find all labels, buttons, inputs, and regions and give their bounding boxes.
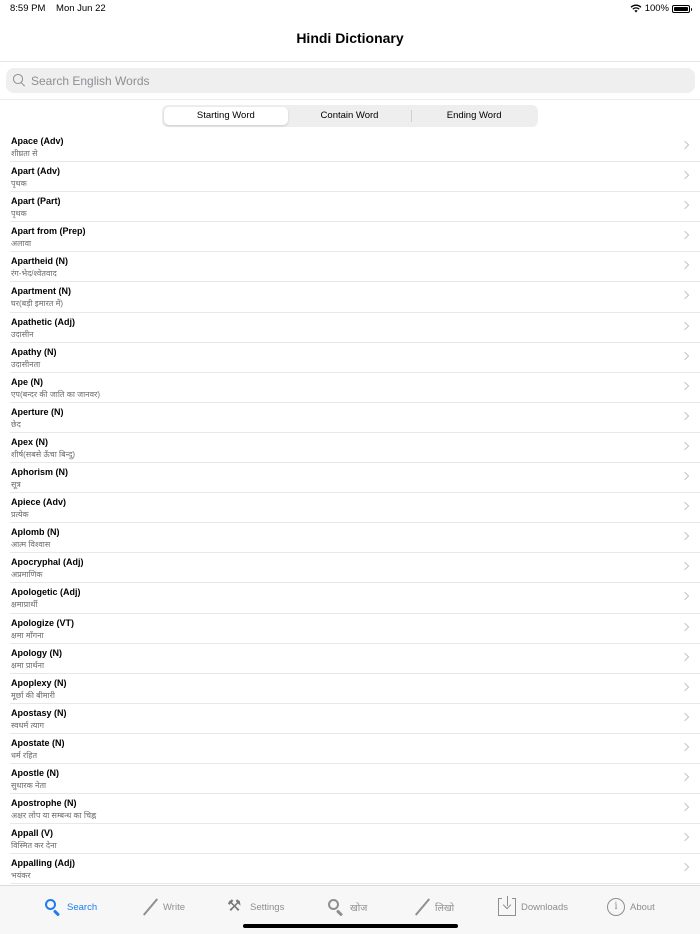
list-item[interactable] [10,373,700,403]
tab-downloads[interactable] [498,898,568,916]
entry-meaning: अप्रमाणिक [11,570,43,580]
chevron-right-icon [681,773,689,781]
battery-icon [672,5,690,13]
list-item[interactable] [10,644,700,674]
chevron-right-icon [681,261,689,269]
list-item[interactable] [10,523,700,553]
list-item[interactable] [10,794,700,824]
status-date: Mon Jun 22 [56,3,106,14]
list-item[interactable] [10,433,700,463]
entry-meaning: पृथक [11,209,27,219]
download-icon [498,898,516,916]
entry-word: Apart (Adv) [11,166,60,177]
tab-label: Settings [250,901,285,913]
chevron-right-icon [681,502,689,510]
tab-khoj[interactable] [327,898,367,916]
entry-meaning: घर(बड़ी इमारत में) [11,299,64,309]
list-item[interactable] [10,704,700,734]
entry-meaning: अलावा [11,239,32,249]
entry-word: Apostle (N) [11,767,59,778]
chevron-right-icon [681,803,689,811]
chevron-right-icon [681,141,689,149]
page-title: Hindi Dictionary [296,30,404,46]
list-item[interactable] [10,343,700,373]
list-item[interactable] [10,764,700,794]
search-input[interactable] [31,74,671,88]
entry-word: Apathetic (Adj) [11,316,75,327]
chevron-right-icon [681,201,689,209]
entry-meaning: स्वधर्म त्याग [11,720,45,730]
tab-label: About [630,901,655,913]
list-item[interactable] [10,313,700,343]
tab-label: Write [163,901,185,913]
list-item[interactable] [10,614,700,644]
entry-word: Apostate (N) [11,737,65,748]
entry-meaning: पृथक [11,179,27,189]
chevron-right-icon [681,833,689,841]
entry-word: Appall (V) [11,828,53,839]
chevron-right-icon [681,291,689,299]
list-item[interactable] [10,553,700,583]
tab-search[interactable] [44,898,97,916]
list-item[interactable] [10,132,700,162]
pen-icon [412,898,430,916]
entry-word: Ape (N) [11,376,43,387]
list-item[interactable] [10,583,700,613]
entry-meaning: धर्म रहित [11,750,38,760]
entry-word: Apartment (N) [11,286,71,297]
tab-label: लिखो [435,902,455,914]
info-icon: i [607,898,625,916]
list-item[interactable] [10,162,700,192]
status-time: 8:59 PM [10,3,46,14]
pen-icon [140,898,158,916]
chevron-right-icon [681,472,689,480]
search-icon [13,74,26,87]
entry-meaning: भयंकर [11,871,31,881]
wifi-icon [630,4,642,13]
entry-word: Apostrophe (N) [11,798,77,809]
status-right [630,3,690,14]
tab-likho[interactable] [412,898,454,916]
chevron-right-icon [681,863,689,871]
list-item[interactable] [10,674,700,704]
search-icon [327,898,345,916]
search-bar[interactable] [6,68,695,93]
segment-starting-word[interactable]: Starting Word [164,107,288,125]
chevron-right-icon [681,652,689,660]
chevron-right-icon [681,351,689,359]
entry-meaning: प्रत्येक [11,510,29,520]
entry-meaning: क्षमाप्रार्थी [11,600,38,610]
list-item[interactable] [10,252,700,282]
entry-word: Apace (Adv) [11,136,64,146]
search-icon [44,898,62,916]
status-left [10,3,114,14]
chevron-right-icon [681,743,689,751]
tab-about[interactable] [607,898,655,916]
home-indicator[interactable] [243,924,458,928]
entry-meaning: उदासीन [11,329,34,339]
segment-contain-word[interactable]: Contain Word [320,110,379,121]
entry-meaning: शीघ्रता से [11,149,38,158]
entry-meaning: अक्षर लोप या सम्बन्ध का चिह्न [11,811,97,821]
entry-word: Apology (N) [11,647,62,658]
list-item[interactable] [10,222,700,252]
list-item[interactable] [10,403,700,433]
chevron-right-icon [681,622,689,630]
tab-label: Downloads [521,901,568,913]
tab-write[interactable] [140,898,185,916]
word-list [0,132,700,884]
entry-meaning: सुधारक नेता [11,780,47,790]
entry-word: Appalling (Adj) [11,858,75,869]
search-mode-segmented-control [162,105,538,127]
list-item[interactable] [10,463,700,493]
chevron-right-icon [681,682,689,690]
entry-word: Apathy (N) [11,346,57,357]
entry-word: Aphorism (N) [11,467,68,478]
entry-meaning: आत्म विश्वास [11,540,51,550]
entry-meaning: सूत्र [11,480,21,490]
list-item[interactable] [10,493,700,523]
chevron-right-icon [681,412,689,420]
chevron-right-icon [681,231,689,239]
entry-word: Apiece (Adv) [11,497,67,508]
entry-meaning: उदासीनता [11,359,41,369]
entry-word: Apoplexy (N) [11,677,67,688]
list-item[interactable] [10,734,700,764]
chevron-right-icon [681,171,689,179]
entry-word: Apex (N) [11,436,49,447]
entry-meaning: मूर्छा की बीमारी [11,690,55,700]
list-item[interactable] [10,282,700,312]
entry-word: Apologize (VT) [11,617,74,628]
chevron-right-icon [681,382,689,390]
entry-word: Aplomb (N) [11,527,60,538]
tab-label: खोज [350,902,368,914]
search-divider [0,99,700,100]
entry-word: Apocryphal (Adj) [11,557,84,568]
entry-word: Apostasy (N) [11,707,67,718]
chevron-right-icon [681,562,689,570]
status-bar [0,0,700,18]
list-item[interactable] [10,192,700,222]
entry-meaning: एप(बन्दर की जाति का जानवर) [11,389,100,399]
entry-meaning: छेद [11,419,21,429]
list-item[interactable] [10,854,700,884]
tab-label: Search [67,901,98,913]
entry-word: Apart from (Prep) [11,226,86,237]
entry-word: Apart (Part) [11,196,61,207]
entry-word: Apartheid (N) [11,256,68,267]
chevron-right-icon [681,442,689,450]
segment-ending-word[interactable]: Ending Word [446,110,502,121]
chevron-right-icon [681,592,689,600]
entry-meaning: क्षमा माँगना [11,630,44,640]
tab-settings[interactable] [227,898,284,916]
entry-meaning: शीर्ष(सबसे ऊँचा बिन्दु) [11,449,76,459]
entry-meaning: क्षमा प्रार्थना [11,660,45,670]
battery-percent: 100% [644,3,669,14]
entry-meaning: रंग-भेद/श्वेतवाद [11,269,57,279]
list-item[interactable] [10,824,700,854]
entry-word: Aperture (N) [11,406,64,417]
entry-word: Apologetic (Adj) [11,587,81,598]
chevron-right-icon [681,713,689,721]
entry-meaning: विस्मित कर देना [11,841,57,851]
chevron-right-icon [681,321,689,329]
tools-icon: ⚒ [227,898,242,915]
nav-divider [0,61,700,62]
chevron-right-icon [681,532,689,540]
